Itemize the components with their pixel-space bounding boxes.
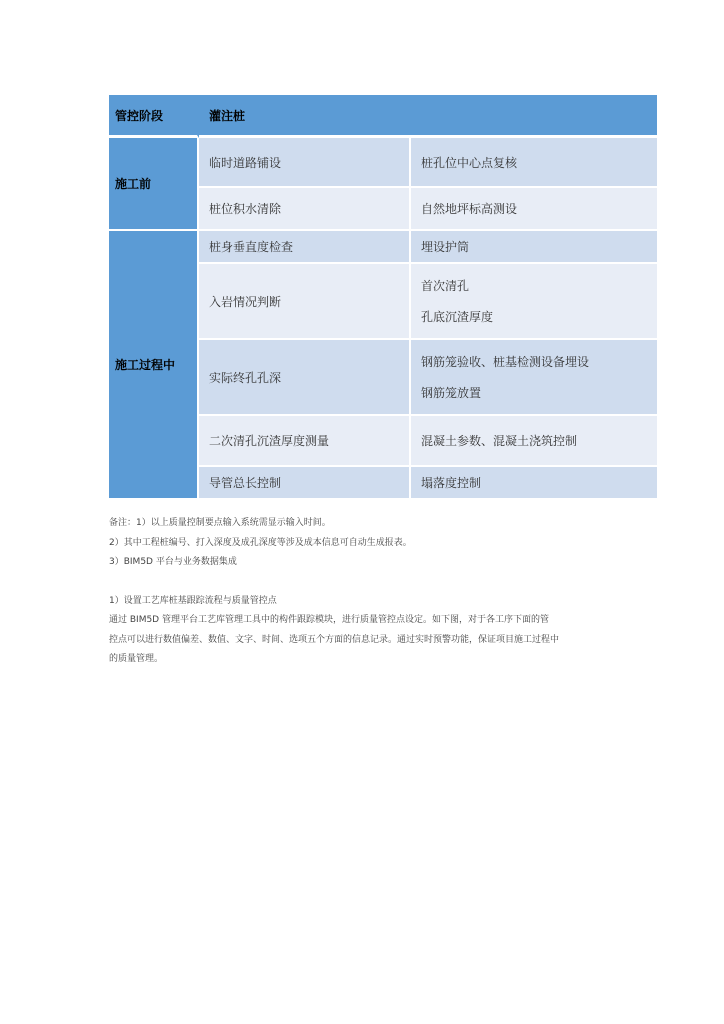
- table-cell: 混凝土参数、混凝土浇筑控制: [411, 416, 657, 467]
- note-line: 备注：1）以上质量控制要点输入系统需显示输入时间。: [109, 518, 331, 528]
- table-cell: 桩位积水清除: [199, 188, 411, 231]
- table-cell: [411, 340, 657, 416]
- header-item: 灌注桩: [199, 95, 657, 138]
- stage-cell-during: 施工过程中: [109, 231, 199, 500]
- table-cell: 导管总长控制: [199, 467, 411, 500]
- cell-line: 孔底沉渣厚度: [421, 310, 494, 324]
- cell-line: 钢筋笼验收、桩基检测设备埋设: [421, 355, 590, 369]
- header-stage: 管控阶段: [109, 95, 199, 138]
- paragraph-line: 的质量管理。: [109, 654, 164, 664]
- paragraph-line: 通过 BIM5D 管理平台工艺库管理工具中的构件跟踪模块，进行质量管控点设定。如下图，对于各工序下面的管: [109, 615, 549, 625]
- cell-line: 钢筋笼放置: [421, 386, 482, 400]
- note-line: 2）其中工程桩编号、打入深度及成孔深度等涉及成本信息可自动生成报表。: [109, 537, 412, 548]
- cell-line: 首次清孔: [421, 279, 470, 293]
- table-cell: 二次清孔沉渣厚度测量: [199, 416, 411, 467]
- table-cell: 塌落度控制: [411, 467, 657, 500]
- table-cell: 临时道路铺设: [199, 138, 411, 188]
- stage-cell-before: 施工前: [109, 138, 199, 231]
- table-cell: 入岩情况判断: [199, 264, 411, 340]
- table-cell: 自然地坪标高测设: [411, 188, 657, 231]
- table-row: [109, 231, 657, 264]
- table-cell: [411, 264, 657, 340]
- quality-control-table: [109, 95, 657, 500]
- note-line: 3）BIM5D 平台与业务数据集成: [109, 557, 237, 567]
- table-cell: 埋设护筒: [411, 231, 657, 264]
- section-title: 1）设置工艺库桩基跟踪流程与质量管控点: [109, 595, 277, 606]
- table-cell: 桩身垂直度检查: [199, 231, 411, 264]
- table-cell: 桩孔位中心点复核: [411, 138, 657, 188]
- notes-section: [109, 514, 619, 670]
- table-cell: 实际终孔孔深: [199, 340, 411, 416]
- table-row: [109, 138, 657, 188]
- paragraph-line: 控点可以进行数值偏差、数值、文字、时间、选项五个方面的信息记录。通过实时预警功能，保证项目施工过程中: [109, 634, 560, 645]
- table-header-row: [109, 95, 657, 138]
